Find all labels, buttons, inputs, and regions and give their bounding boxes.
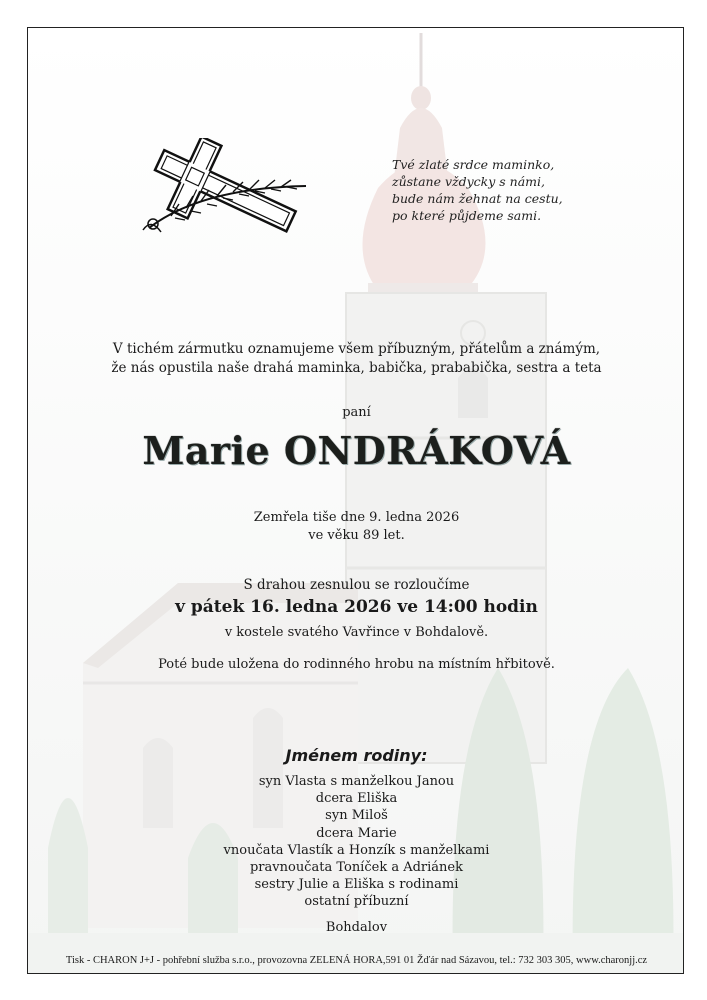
family-member: pravnoučata Toníček a Adriánek xyxy=(249,860,463,876)
family-member: ostatní příbuzní xyxy=(304,894,409,910)
family-heading: Jménem rodiny: xyxy=(285,746,428,765)
farewell-intro: S drahou zesnulou se rozloučíme xyxy=(243,577,470,593)
intro-line: že nás opustila naše drahá maminka, babička, prababička, sestra a teta xyxy=(111,360,602,376)
family-members-list xyxy=(28,773,684,911)
poem-line: zůstane vždycky s námi, xyxy=(392,174,545,189)
death-info xyxy=(28,509,684,545)
death-date: Zemřela tiše dne 9. ledna 2026 xyxy=(253,510,460,525)
poem-line: bude nám žehnat na cestu, xyxy=(392,191,563,206)
family-member: dcera Marie xyxy=(316,825,397,841)
cross-with-palm-branch-icon xyxy=(131,138,311,238)
family-location: Bohdalov xyxy=(325,920,388,935)
intro-line: V tichém zármutku oznamujeme všem příbuzným, přátelům a známým, xyxy=(112,341,601,357)
family-member: syn Vlasta s manželkou Janou xyxy=(258,774,455,789)
family-member: vnoučata Vlastík a Honzík s manželkami xyxy=(223,842,490,858)
poem-line: po které půjdeme sami. xyxy=(392,208,542,223)
farewell-place: v kostele svatého Vavřince v Bohdalově. xyxy=(224,625,489,640)
memorial-poem xyxy=(392,156,592,224)
obituary-card xyxy=(27,27,684,974)
family-member: sestry Julie a Eliška s rodinami xyxy=(254,877,459,893)
poem-line: Tvé zlaté srdce maminko, xyxy=(392,157,555,172)
family-member: syn Miloš xyxy=(325,808,388,824)
honorific-title: paní xyxy=(342,405,371,420)
death-age: ve věku 89 let. xyxy=(308,528,405,543)
deceased-name: Marie ONDRÁKOVÁ xyxy=(142,428,571,473)
printer-footer: Tisk - CHARON J+J - pohřební služba s.r.o., provozovna ZELENÁ HORA,591 01 Žďár nad Sázavou, tel.: 732 303 305, www.charonjj.cz xyxy=(65,955,648,966)
burial-info: Poté bude uložena do rodinného hrobu na místním hřbitově. xyxy=(158,657,555,672)
farewell-datetime: v pátek 16. ledna 2026 ve 14:00 hodin xyxy=(175,597,538,617)
announcement-intro xyxy=(28,340,684,378)
family-member: dcera Eliška xyxy=(315,791,398,807)
